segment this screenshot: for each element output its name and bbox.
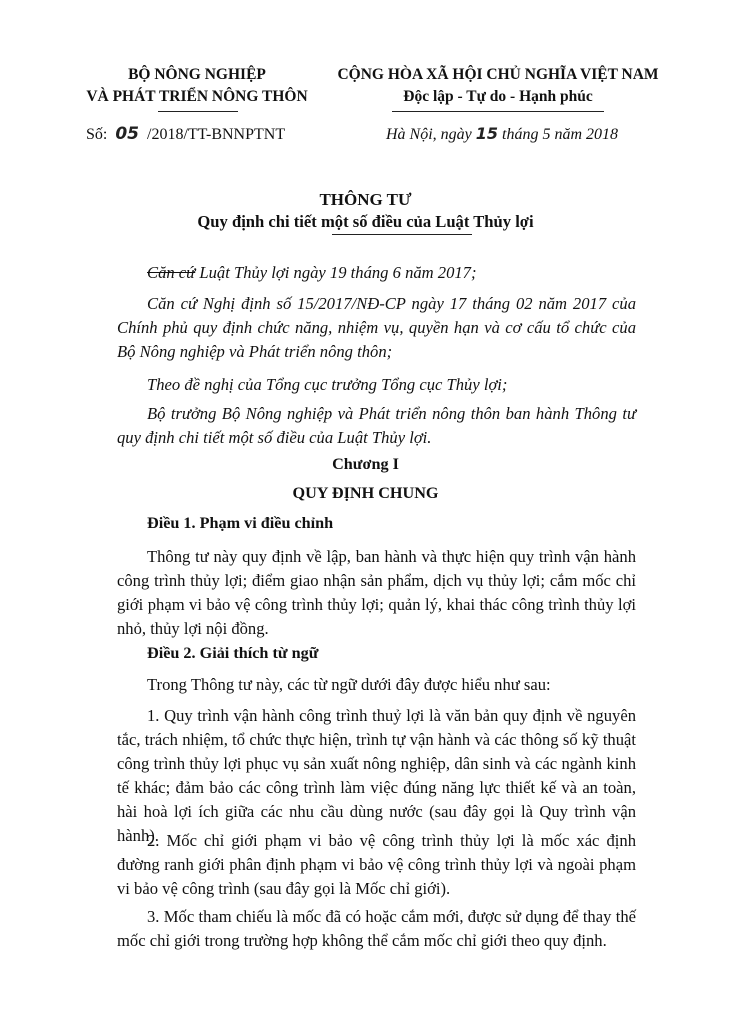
number-prefix: Số: bbox=[86, 126, 108, 143]
agency-line-2: VÀ PHÁT TRIỂN NÔNG THÔN bbox=[86, 88, 308, 105]
date-prefix: Hà Nội, ngày bbox=[386, 126, 472, 143]
preamble-3: Theo đề nghị của Tổng cục trưởng Tổng cục Thủy lợi; bbox=[147, 375, 508, 394]
article-2-item: 3. Mốc tham chiếu là mốc đã có hoặc cắm mới, được sử dụng để thay thế mốc chỉ giới trong trường hợp không thể cắm mốc chỉ giới theo quy định. bbox=[117, 907, 636, 950]
motto-underline bbox=[392, 111, 604, 112]
article-2-item: 2. Mốc chỉ giới phạm vi bảo vệ công trình thủy lợi là mốc xác định đường ranh giới phân định phạm vi bảo vệ công trình thủy lợi và ngoài phạm vi bảo vệ công trình (sau đây gọi là Mốc chỉ giới). bbox=[117, 831, 636, 898]
article-2-intro: Trong Thông tư này, các từ ngữ dưới đây được hiểu như sau: bbox=[147, 675, 551, 694]
agency-block bbox=[72, 64, 322, 108]
article-2-item: 1. Quy trình vận hành công trình thuỷ lợi là văn bản quy định về nguyên tắc, trách nhiệm, tổ chức thực hiện, trình tự vận hành và các thông số kỹ thuật công trình thủy lợi phục vụ sản xuất nông nghiệp, dân sinh và các ngành kinh tế khác; đảm bảo các công trình làm việc đúng năng lực thiết kế và an toàn, hài hoà lợi ích giữa các nhu cầu dùng nước (sau đây gọi là Quy trình vận hành). bbox=[117, 706, 636, 845]
document-type: THÔNG TƯ bbox=[319, 190, 412, 209]
document-number bbox=[86, 124, 285, 144]
preamble-1-rest: Luật Thủy lợi ngày 19 tháng 6 năm 2017; bbox=[195, 263, 477, 282]
subtitle-text: Quy định chi tiết một số điều của Luật Thủy lợi bbox=[197, 212, 534, 231]
motto: Độc lập - Tự do - Hạnh phúc bbox=[403, 88, 593, 105]
agency-underline bbox=[158, 111, 238, 112]
date-suffix: tháng 5 năm 2018 bbox=[502, 126, 619, 143]
nation-block bbox=[330, 64, 666, 108]
article-1-heading: Điều 1. Phạm vi điều chỉnh bbox=[147, 514, 334, 532]
struck-text: Căn cứ bbox=[147, 263, 196, 282]
handwritten-day: 15 bbox=[475, 124, 499, 143]
article-1-body: Thông tư này quy định về lập, ban hành và thực hiện quy trình vận hành công trình thủy lợi; điểm giao nhận sản phẩm, dịch vụ thủy lợi; cắm mốc chỉ giới phạm vi bảo vệ công trình thủy lợi; quản lý, khai thác công trình thủy lợi nhỏ, thủy lợi nội đồng. bbox=[117, 547, 636, 638]
agency-line-1: BỘ NÔNG NGHIỆP bbox=[128, 66, 266, 83]
document-subtitle bbox=[0, 212, 731, 232]
chapter-number: Chương I bbox=[332, 455, 399, 473]
nation-line: CỘNG HÒA XÃ HỘI CHỦ NGHĨA VIỆT NAM bbox=[337, 66, 659, 83]
number-suffix: /2018/TT-BNNPTNT bbox=[147, 126, 286, 143]
preamble-2: Căn cứ Nghị định số 15/2017/NĐ-CP ngày 17 tháng 02 năm 2017 của Chính phủ quy định chức năng, nhiệm vụ, quyền hạn và cơ cấu tổ chức của Bộ Nông nghiệp và Phát triển nông thôn; bbox=[117, 294, 636, 361]
preamble-1 bbox=[117, 261, 636, 285]
article-2-heading: Điều 2. Giải thích từ ngữ bbox=[147, 644, 319, 662]
issue-date bbox=[386, 124, 618, 144]
preamble-4: Bộ trưởng Bộ Nông nghiệp và Phát triển nông thôn ban hành Thông tư quy định chi tiết một số điều của Luật Thủy lợi. bbox=[117, 404, 636, 447]
handwritten-number: 05 bbox=[115, 124, 140, 144]
subtitle-underline bbox=[332, 234, 472, 235]
chapter-name: QUY ĐỊNH CHUNG bbox=[292, 484, 439, 502]
